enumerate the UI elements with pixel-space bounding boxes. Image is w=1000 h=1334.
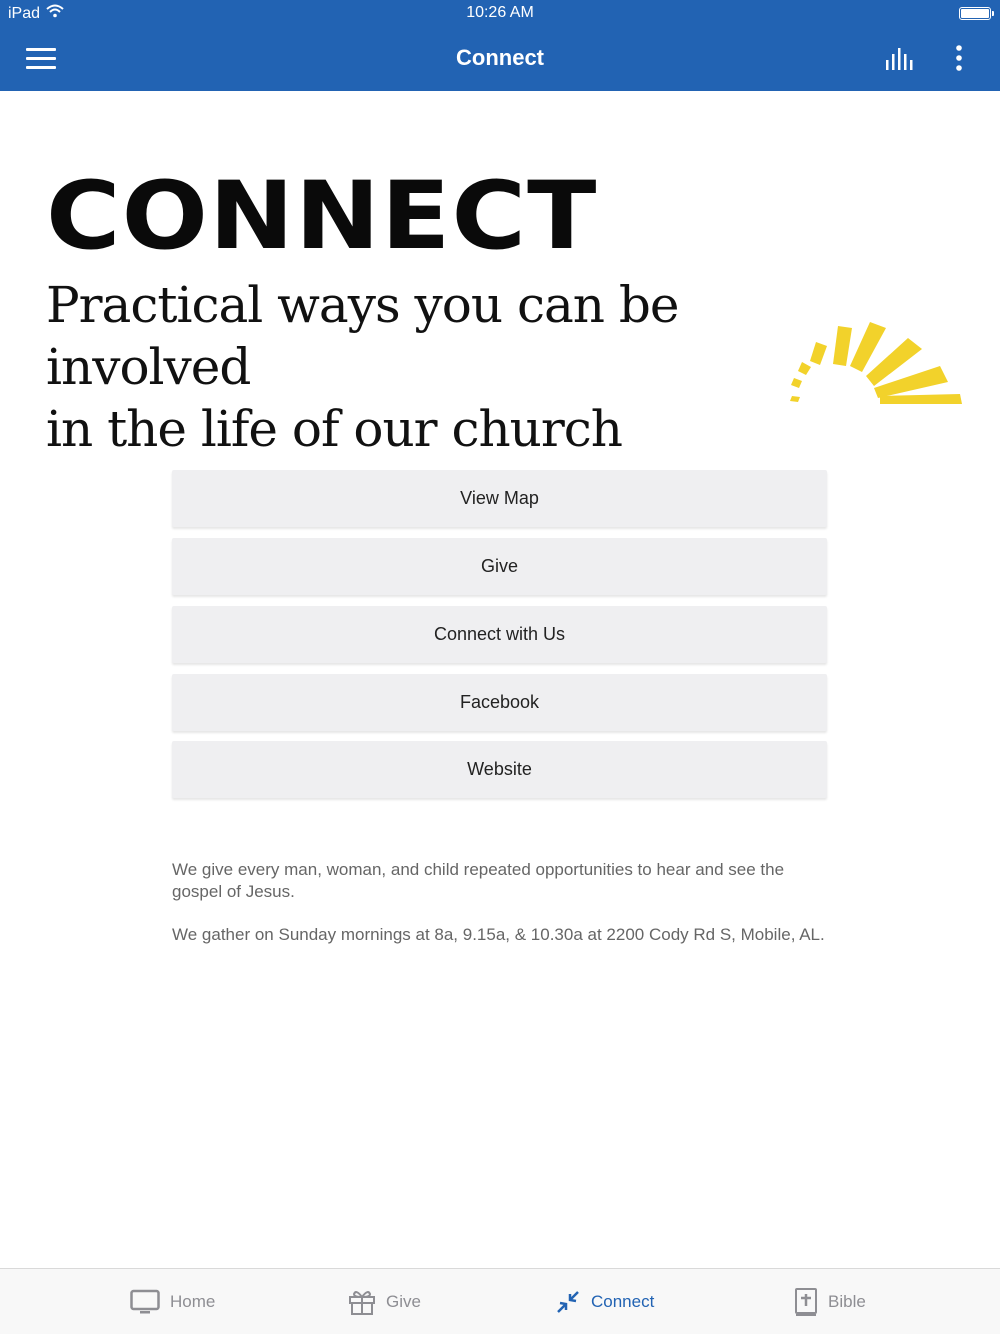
view-map-button[interactable]: View Map xyxy=(172,470,827,527)
nav-title: Connect xyxy=(456,45,544,70)
sunburst-graphic xyxy=(780,318,970,410)
more-options-icon[interactable] xyxy=(950,44,968,74)
hero-subtitle xyxy=(46,274,846,460)
gathering-paragraph: We gather on Sunday mornings at 8a, 9.15a, & 10.30a at 2200 Cody Rd S, Mobile, AL. xyxy=(172,925,825,944)
status-time: 10:26 AM xyxy=(466,4,534,21)
bible-icon xyxy=(794,1287,818,1317)
connect-with-us-button[interactable]: Connect with Us xyxy=(172,606,827,663)
tab-give[interactable] xyxy=(348,1269,421,1334)
tab-bible[interactable] xyxy=(794,1269,866,1334)
device-label: iPad xyxy=(8,4,41,22)
gift-icon xyxy=(348,1288,376,1316)
facebook-button[interactable]: Facebook xyxy=(172,674,827,731)
audio-bars-icon[interactable] xyxy=(884,46,918,72)
hero-title: CONNECT xyxy=(46,162,598,271)
hero-subtitle-line-1: Practical ways you can be involved xyxy=(46,276,679,396)
website-button[interactable]: Website xyxy=(172,741,827,798)
tab-connect[interactable] xyxy=(555,1269,654,1334)
top-bar xyxy=(0,0,1000,91)
battery-icon xyxy=(959,7,991,20)
give-button[interactable]: Give xyxy=(172,538,827,595)
status-bar xyxy=(0,0,1000,28)
tab-home[interactable] xyxy=(130,1269,215,1334)
tab-bible-label: Bible xyxy=(828,1292,866,1311)
mission-paragraph: We give every man, woman, and child repeated opportunities to hear and see the gospel of Jesus. xyxy=(172,860,785,901)
tab-home-label: Home xyxy=(170,1292,216,1311)
tv-icon xyxy=(130,1289,160,1315)
tab-connect-label: Connect xyxy=(591,1292,655,1311)
tab-bar xyxy=(0,1268,1000,1334)
connect-arrows-icon xyxy=(555,1289,581,1315)
hero-subtitle-line-2: in the life of our church xyxy=(46,400,622,458)
tab-give-label: Give xyxy=(386,1292,421,1311)
